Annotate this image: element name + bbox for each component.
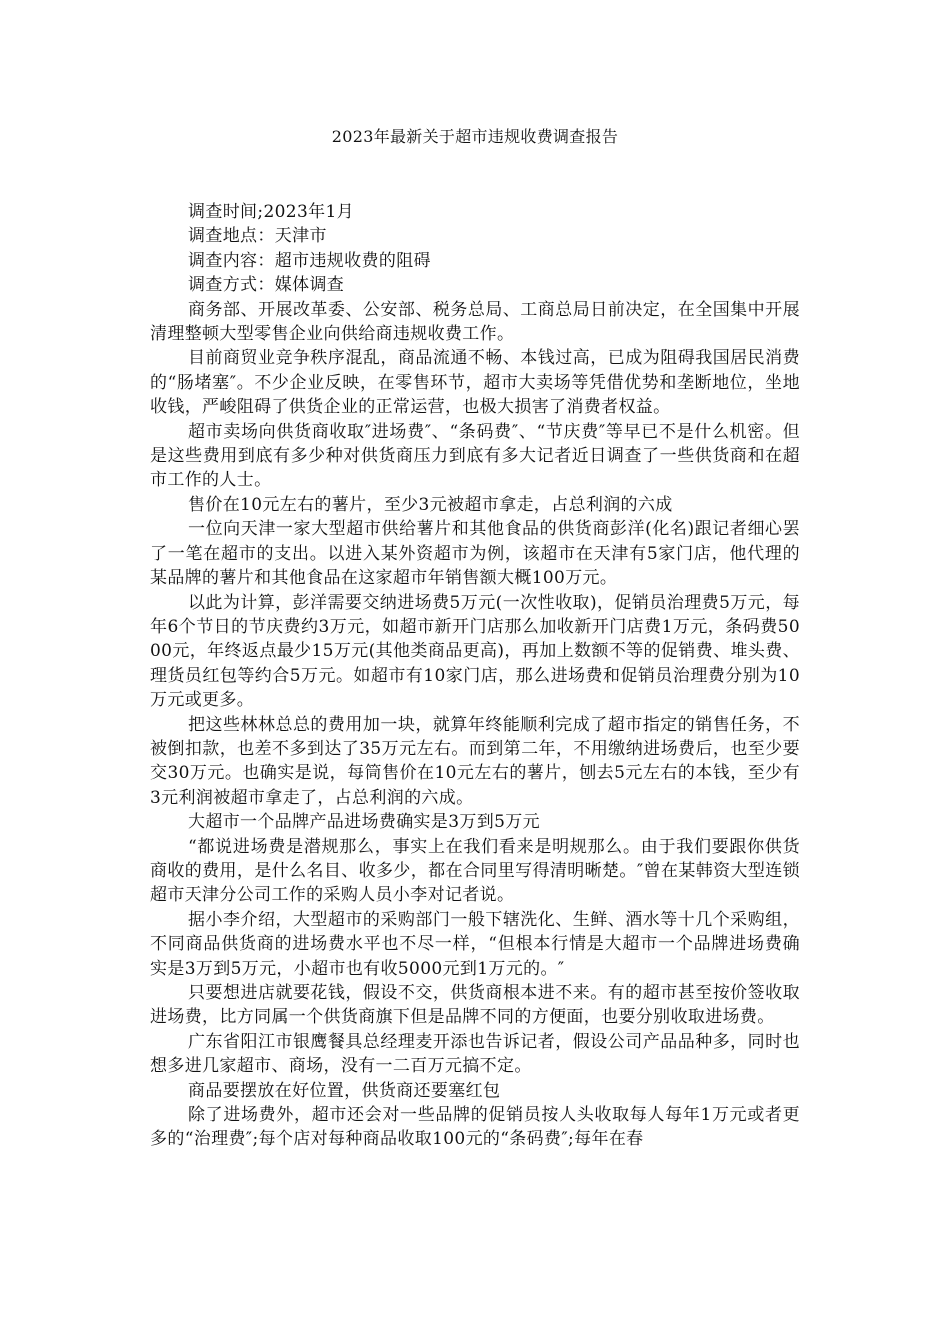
survey-method: 调查方式：媒体调查 bbox=[188, 275, 345, 296]
paragraph: 目前商贸业竞争秩序混乱，商品流通不畅、本钱过高，已成为阻碍我国居民消费的“肠堵塞″。不少企业反映，在零售环节，超市大卖场等凭借优势和垄断地位，坐地收钱，严峻阻碍了供货企业的正常运营，也极大损害了消费者权益。 bbox=[150, 348, 800, 418]
paragraph: 一位向天津一家大型超市供给薯片和其他食品的供货商彭洋(化名)跟记者细心罢了一笔在超市的支出。以进入某外资超市为例，该超市在天津有5家门店，他代理的某品牌的薯片和其他食品在这家超市年销售额大概100万元。 bbox=[150, 519, 800, 589]
paragraph: “都说进场费是潜规那么，事实上在我们看来是明规那么。由于我们要跟你供货商收的费用，是什么名目、收多少，都在合同里写得清明晰楚。″曾在某韩资大型连锁超市天津分公司工作的采购人员小李对记者说。 bbox=[150, 836, 800, 906]
paragraph: 只要想进店就要花钱，假设不交，供货商根本进不来。有的超市甚至按价签收取进场费，比方同属一个供货商旗下但是品牌不同的方便面，也要分别收取进场费。 bbox=[150, 983, 800, 1028]
document-body bbox=[150, 200, 800, 1152]
survey-location: 调查地点：天津市 bbox=[188, 226, 327, 247]
survey-content: 调查内容：超市违规收费的阻碍 bbox=[188, 250, 431, 271]
section-heading: 售价在10元左右的薯片，至少3元被超市拿走，占总利润的六成 bbox=[188, 494, 673, 515]
paragraph: 广东省阳江市银鹰餐具总经理麦开添也告诉记者，假设公司产品品种多，同时也想多进几家超市、商场，没有一二百万元搞不定。 bbox=[150, 1031, 800, 1077]
paragraph: 商务部、开展改革委、公安部、税务总局、工商总局日前决定，在全国集中开展清理整顿大型零售企业向供给商违规收费工作。 bbox=[150, 299, 800, 345]
section-heading: 商品要摆放在好位置，供货商还要塞红包 bbox=[188, 1080, 501, 1101]
paragraph: 据小李介绍，大型超市的采购部门一般下辖洗化、生鲜、酒水等十几个采购组，不同商品供货商的进场费水平也不尽一样，“但根本行情是大超市一个品牌进场费确实是3万到5万元，小超市也有收5000元到1万元的。″ bbox=[150, 909, 800, 979]
paragraph: 除了进场费外，超市还会对一些品牌的促销员按人头收取每人每年1万元或者更多的“治理费″;每个店对每种商品收取100元的“条码费″;每年在春 bbox=[150, 1105, 800, 1150]
page-title: 2023年最新关于超市违规收费调查报告 bbox=[331, 127, 619, 146]
survey-time: 调查时间;2023年1月 bbox=[188, 202, 355, 222]
paragraph: 超市卖场向供货商收取″进场费″、“条码费″、“节庆费″等早已不是什么机密。但是这些费用到底有多少种对供货商压力到底有多大记者近日调查了一些供货商和在超市工作的人士。 bbox=[150, 421, 800, 491]
section-heading: 大超市一个品牌产品进场费确实是3万到5万元 bbox=[188, 812, 540, 833]
paragraph: 把这些林林总总的费用加一块，就算年终能顺利完成了超市指定的销售任务，不被倒扣款，也差不多到达了35万元左右。而到第二年，不用缴纳进场费后，也至少要交30万元。也确实是说，每筒售价在10元左右的薯片，刨去5元左右的本钱，至少有3元利润被超市拿走了，占总利润的六成。 bbox=[150, 714, 800, 808]
paragraph: 以此为计算，彭洋需要交纳进场费5万元(一次性收取)，促销员治理费5万元，每年6个节日的节庆费约3万元，如超市新开门店那么加收新开门店费1万元，条码费5000元，年终返点最少15万元(其他类商品更高)，再加上数额不等的促销费、堆头费、理货员红包等约合5万元。如超市有10家门店，那么进场费和促销员治理费分别为10万元或更多。 bbox=[150, 592, 800, 711]
